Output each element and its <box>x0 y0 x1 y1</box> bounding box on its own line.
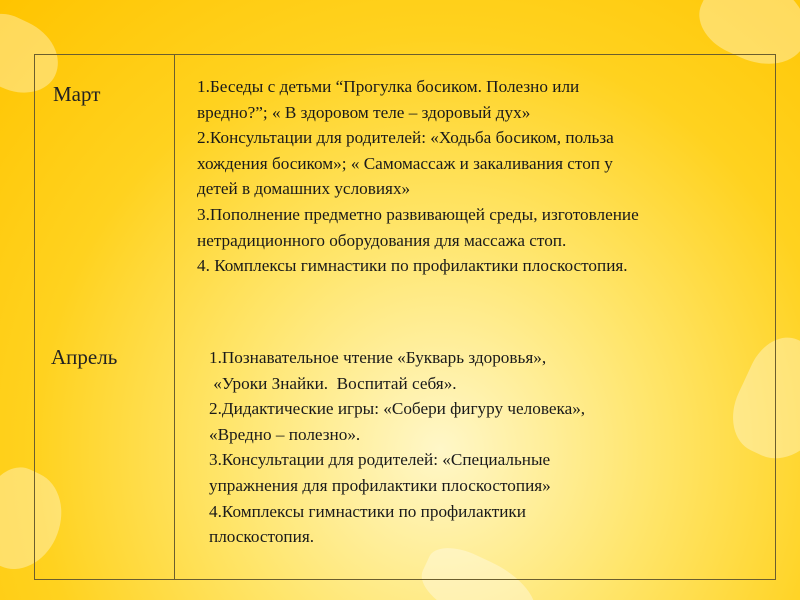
march-activities <box>197 74 777 279</box>
activity-line: нетрадиционного оборудования для массажа стоп. <box>197 230 567 250</box>
activity-line: плоскостопия. <box>209 527 315 547</box>
month-label-march: Март <box>53 82 101 106</box>
activity-line: 1.Познавательное чтение «Букварь здоровья», <box>209 348 547 367</box>
april-activities <box>209 345 749 550</box>
activity-line: хождения босиком»; « Самомассаж и закаливания стоп у <box>197 153 613 173</box>
activity-line: 3.Пополнение предметно развивающей среды, изготовление <box>197 204 639 224</box>
activity-line: 1.Беседы с детьми “Прогулка босиком. Полезно или <box>197 77 580 96</box>
activity-line: «Уроки Знайки. Воспитай себя». <box>209 373 457 393</box>
activity-line: вредно?”; « В здоровом теле – здоровый дух» <box>197 102 531 122</box>
activity-line: упражнения для профилактики плоскостопия» <box>209 475 551 495</box>
activity-line: 3.Консультации для родителей: «Специальные <box>209 450 551 470</box>
activity-line: 2.Консультации для родителей: «Ходьба босиком, польза <box>197 128 614 148</box>
activity-line: 4.Комплексы гимнастики по профилактики <box>209 501 526 521</box>
content-column <box>175 55 775 579</box>
activity-line: 4. Комплексы гимнастики по профилактики плоскостопия. <box>197 256 628 276</box>
plan-table <box>34 54 776 580</box>
activity-line: детей в домашних условиях» <box>197 179 411 199</box>
month-column <box>35 55 175 579</box>
activity-line: «Вредно – полезно». <box>209 424 361 444</box>
month-label-april: Апрель <box>51 345 118 369</box>
activity-line: 2.Дидактические игры: «Собери фигуру человека», <box>209 399 586 419</box>
